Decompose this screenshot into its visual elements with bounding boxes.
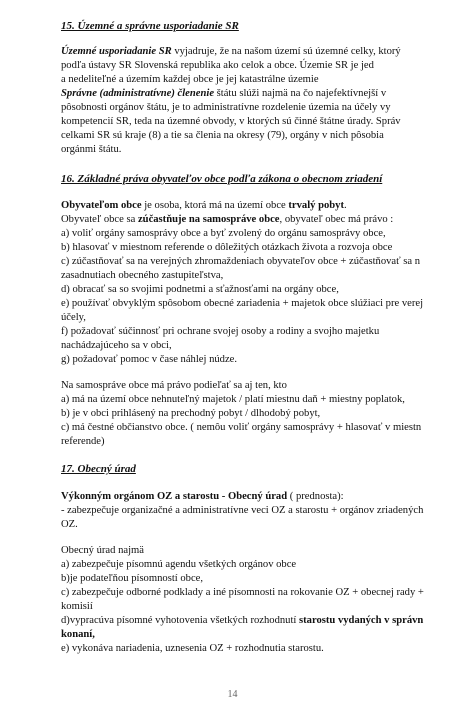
s16-also-intro: Na samospráve obce má právo podieľať sa aj ten, kto	[61, 380, 287, 391]
s17-item-d: d)vypracúva písomné vyhotovenia všetkých rozhodnutí starostu vydaných v správn	[61, 615, 424, 626]
s15-p2-line-1: Správne (administratívne) členenie štátu slúži najmä na čo najefektívnejší v	[61, 88, 387, 99]
s15-p1-line-1: Územné usporiadanie SR vyjadruje, že na našom území sú územné celky, ktorý	[61, 46, 401, 57]
s17-mainly: Obecný úrad najmä	[61, 545, 144, 556]
s15-p2-line-3: kompetencií SR, teda na územné obvody, v ktorých sú činné štátne úrady. Správ	[61, 116, 401, 127]
s17-item-b: b)je podateľňou písomností obce,	[61, 573, 203, 584]
s15-p2-line-5: orgánmi štátu.	[61, 144, 122, 155]
s17-item-e: e) vykonáva nariadenia, uznesenia OZ + rozhodnutia starostu.	[61, 643, 324, 654]
page-number: 14	[227, 689, 238, 700]
s16-right-f: f) požadovať súčinnosť pri ochrane svojej osoby a rodiny a svojho majetku	[61, 326, 380, 337]
s15-p2-line-4: celkami SR sú kraje (8) a tie sa členia na okresy (79), orgány v nich pôsobia	[61, 130, 384, 141]
section-16-heading: 16. Základné práva obyvateľov obce podľa zákona o obecnom zriadení	[61, 173, 383, 185]
s16-right-d: d) obracať sa so svojimi podnetmi a sťažnosťami na orgány obce,	[61, 284, 339, 295]
s17-item-d-cont: konaní,	[61, 629, 95, 640]
s16-participation: Obyvateľ obce sa zúčastňuje na samospráve obce, obyvateľ obec má právo :	[61, 214, 394, 225]
section-17-heading: 17. Obecný úrad	[61, 463, 136, 475]
s16-also-b: b) je v obci prihlásený na prechodný pobyt / dlhodobý pobyt,	[61, 408, 321, 419]
s16-also-c-cont: referende)	[61, 436, 105, 447]
s16-right-e-cont: účely,	[61, 312, 86, 323]
s17-item-c-cont: komisií	[61, 601, 93, 612]
s16-also-c: c) má čestné občianstvo obce. ( nemôu voliť orgány samosprávy + hlasovať v miestn	[61, 422, 422, 433]
s17-item-a: a) zabezpečuje písomnú agendu všetkých orgánov obce	[61, 559, 297, 570]
s16-right-c-cont: zasadnutiach obecného zastupiteľstva,	[61, 270, 224, 281]
s16-right-f-cont: nachádzajúceho sa v obci,	[61, 340, 172, 351]
s16-right-g: g) požadovať pomoc v čase náhlej núdze.	[61, 354, 238, 365]
s16-definition: Obyvateľom obce je osoba, ktorá má na území obce trvalý pobyt.	[61, 200, 347, 211]
s17-exec-line-2: OZ.	[61, 519, 78, 530]
s16-right-a: a) voliť orgány samosprávy obce a byť zvolený do orgánu samosprávy obce,	[61, 228, 386, 239]
s15-p1-line-2: podľa ústavy SR Slovenská republika ako celok a obce. Územie SR je jed	[61, 60, 374, 71]
s16-also-a: a) má na území obce nehnuteľný majetok / platí miestnu daň + miestny poplatok,	[61, 394, 405, 405]
s16-right-b: b) hlasovať v miestnom referende o dôležitých otázkach života a rozvoja obce	[61, 242, 393, 253]
s17-exec-line-1: - zabezpečuje organizačné a administratívne veci OZ a starostu + orgánov zriadených	[61, 505, 424, 516]
s15-p1-line-3: a nedeliteľné a územím každej obce je jej katastrálne územie	[61, 74, 319, 85]
section-15-heading: 15. Územné a správne usporiadanie SR	[61, 20, 239, 32]
s17-item-c: c) zabezpečuje odborné podklady a iné písomnosti na rokovanie OZ + obecnej rady +	[61, 587, 424, 598]
s16-right-c: c) zúčastňovať sa na verejných zhromaždeniach obyvateľov obce + zúčastňovať sa n	[61, 256, 421, 267]
s15-p2-line-2: pôsobnosti orgánov štátu, je to administratívne rozdelenie územia na účely vy	[61, 102, 391, 113]
s16-right-e: e) používať obvyklým spôsobom obecné zariadenia + majetok obce slúžiaci pre verej	[61, 298, 424, 309]
s17-executive: Výkonným orgánom OZ a starostu - Obecný úrad ( prednosta):	[61, 491, 344, 502]
